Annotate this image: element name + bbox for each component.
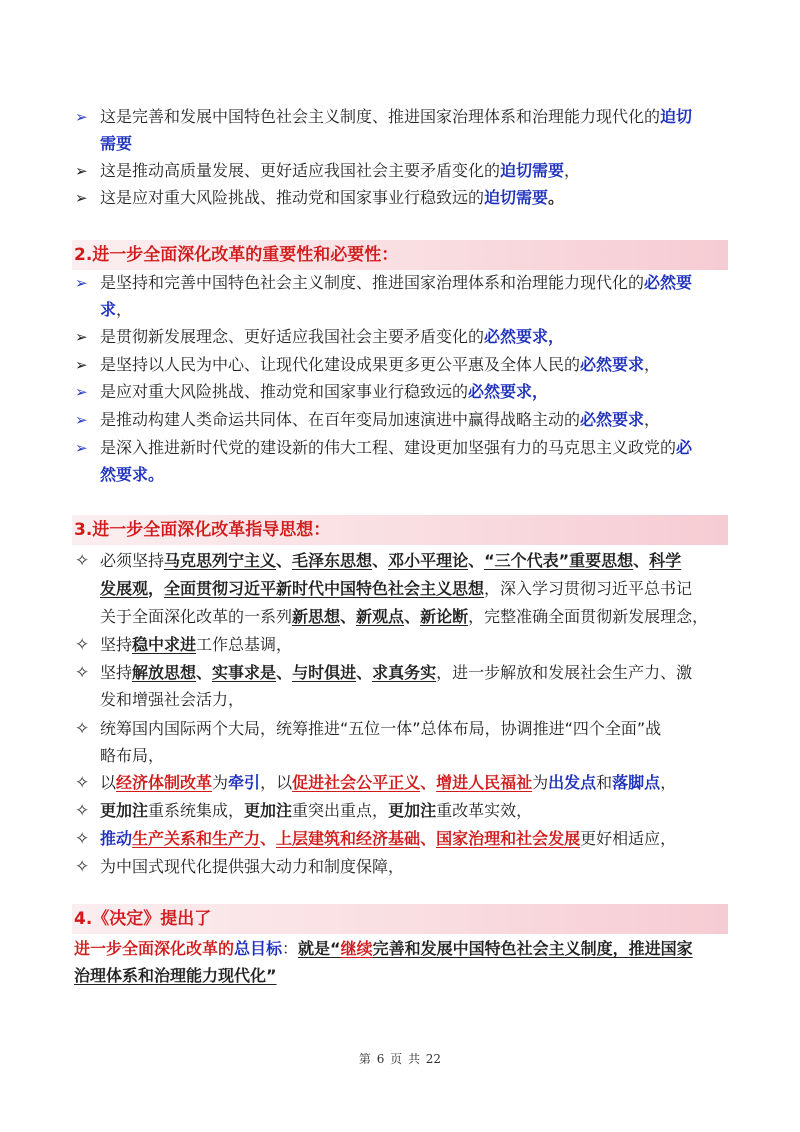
s3-item-4-line-1: 统筹国内国际两个大局，统筹推进“五位一体”总体布局，协调推进“四个全面”战 [100,719,662,738]
arrow-bullet-icon: ➢ [75,274,88,292]
section-3-heading: 3.进一步全面深化改革指导思想： [74,520,331,540]
s4-line-2: 治理体系和治理能力现代化” [74,966,277,985]
arrow-bullet-icon: ➢ [75,189,88,207]
s3-item-3-line-1: 坚持解放思想、实事求是、与时俱进、求真务实，进一步解放和发展社会生产力、激 [100,663,693,682]
arrow-bullet-icon: ➢ [75,328,88,346]
arrow-bullet-icon: ➢ [75,383,88,401]
s2-bullet-4: 是应对重大风险挑战、推动党和国家事业行稳致远的必然要求， [100,382,549,401]
s3-item-6: 更加注重系统集成，更加注重突出重点，更加注重改革实效， [100,801,533,820]
s2-bullet-1-line-2: 求， [100,300,133,319]
s1-bullet-1-line-2: 需要 [100,134,133,153]
s3-item-8: 为中国式现代化提供强大动力和制度保障， [100,857,405,876]
diamond-bullet-icon: ✧ [75,773,90,793]
arrow-bullet-icon: ➢ [75,439,88,457]
diamond-bullet-icon: ✧ [75,551,90,571]
page-number-footer: 第 6 页 共 22 [358,1052,442,1066]
s3-item-1-line-2: 发展观，全面贯彻习近平新时代中国特色社会主义思想，深入学习贯彻习近平总书记 [100,579,693,598]
s4-line-1: 进一步全面深化改革的总目标：就是“继续完善和发展中国特色社会主义制度，推进国家 [74,939,693,958]
arrow-bullet-icon: ➢ [75,162,88,180]
s2-bullet-2: 是贯彻新发展理念、更好适应我国社会主要矛盾变化的必然要求， [100,327,565,346]
arrow-bullet-icon: ➢ [75,356,88,374]
arrow-bullet-icon: ➢ [75,411,88,429]
s1-bullet-3: 这是应对重大风险挑战、推动党和国家事业行稳致远的迫切需要。 [100,188,565,207]
s1-bullet-2: 这是推动高质量发展、更好适应我国社会主要矛盾变化的迫切需要， [100,161,581,180]
s3-item-1-line-3: 关于全面深化改革的一系列新思想、新观点、新论断，完整准确全面贯彻新发展理念， [100,607,709,626]
s2-bullet-6-line-1: 是深入推进新时代党的建设新的伟大工程、建设更加坚强有力的马克思主义政党的必 [100,438,693,457]
diamond-bullet-icon: ✧ [75,857,90,877]
s1-bullet-1-line-1: 这是完善和发展中国特色社会主义制度、推进国家治理体系和治理能力现代化的迫切 [100,107,693,126]
diamond-bullet-icon: ✧ [75,663,90,683]
diamond-bullet-icon: ✧ [75,801,90,821]
diamond-bullet-icon: ✧ [75,635,90,655]
s3-item-4-line-2: 略布局， [100,746,165,765]
s2-bullet-6-line-2: 然要求。 [100,465,165,484]
s3-item-3-line-2: 发和增强社会活力， [100,690,245,709]
s3-item-2: 坚持稳中求进工作总基调， [100,635,293,654]
s3-item-7: 推动生产关系和生产力、上层建筑和经济基础、国家治理和社会发展更好相适应， [100,829,677,848]
s2-bullet-1-line-1: 是坚持和完善中国特色社会主义制度、推进国家治理体系和治理能力现代化的必然要 [100,273,693,292]
s3-item-1-line-1: 必须坚持马克思列宁主义、毛泽东思想、邓小平理论、“三个代表”重要思想、科学 [100,551,682,570]
s2-bullet-3: 是坚持以人民为中心、让现代化建设成果更多更公平惠及全体人民的必然要求， [100,355,661,374]
section-2-heading: 2.进一步全面深化改革的重要性和必要性： [74,245,399,265]
diamond-bullet-icon: ✧ [75,719,90,739]
s2-bullet-5: 是推动构建人类命运共同体、在百年变局加速演进中赢得战略主动的必然要求， [100,410,661,429]
section-4-heading: 4.《决定》提出了 [74,909,212,929]
arrow-bullet-icon: ➢ [75,108,88,126]
diamond-bullet-icon: ✧ [75,829,90,849]
s3-item-5: 以经济体制改革为牵引，以促进社会公平正义、增进人民福祉为出发点和落脚点， [100,773,677,792]
